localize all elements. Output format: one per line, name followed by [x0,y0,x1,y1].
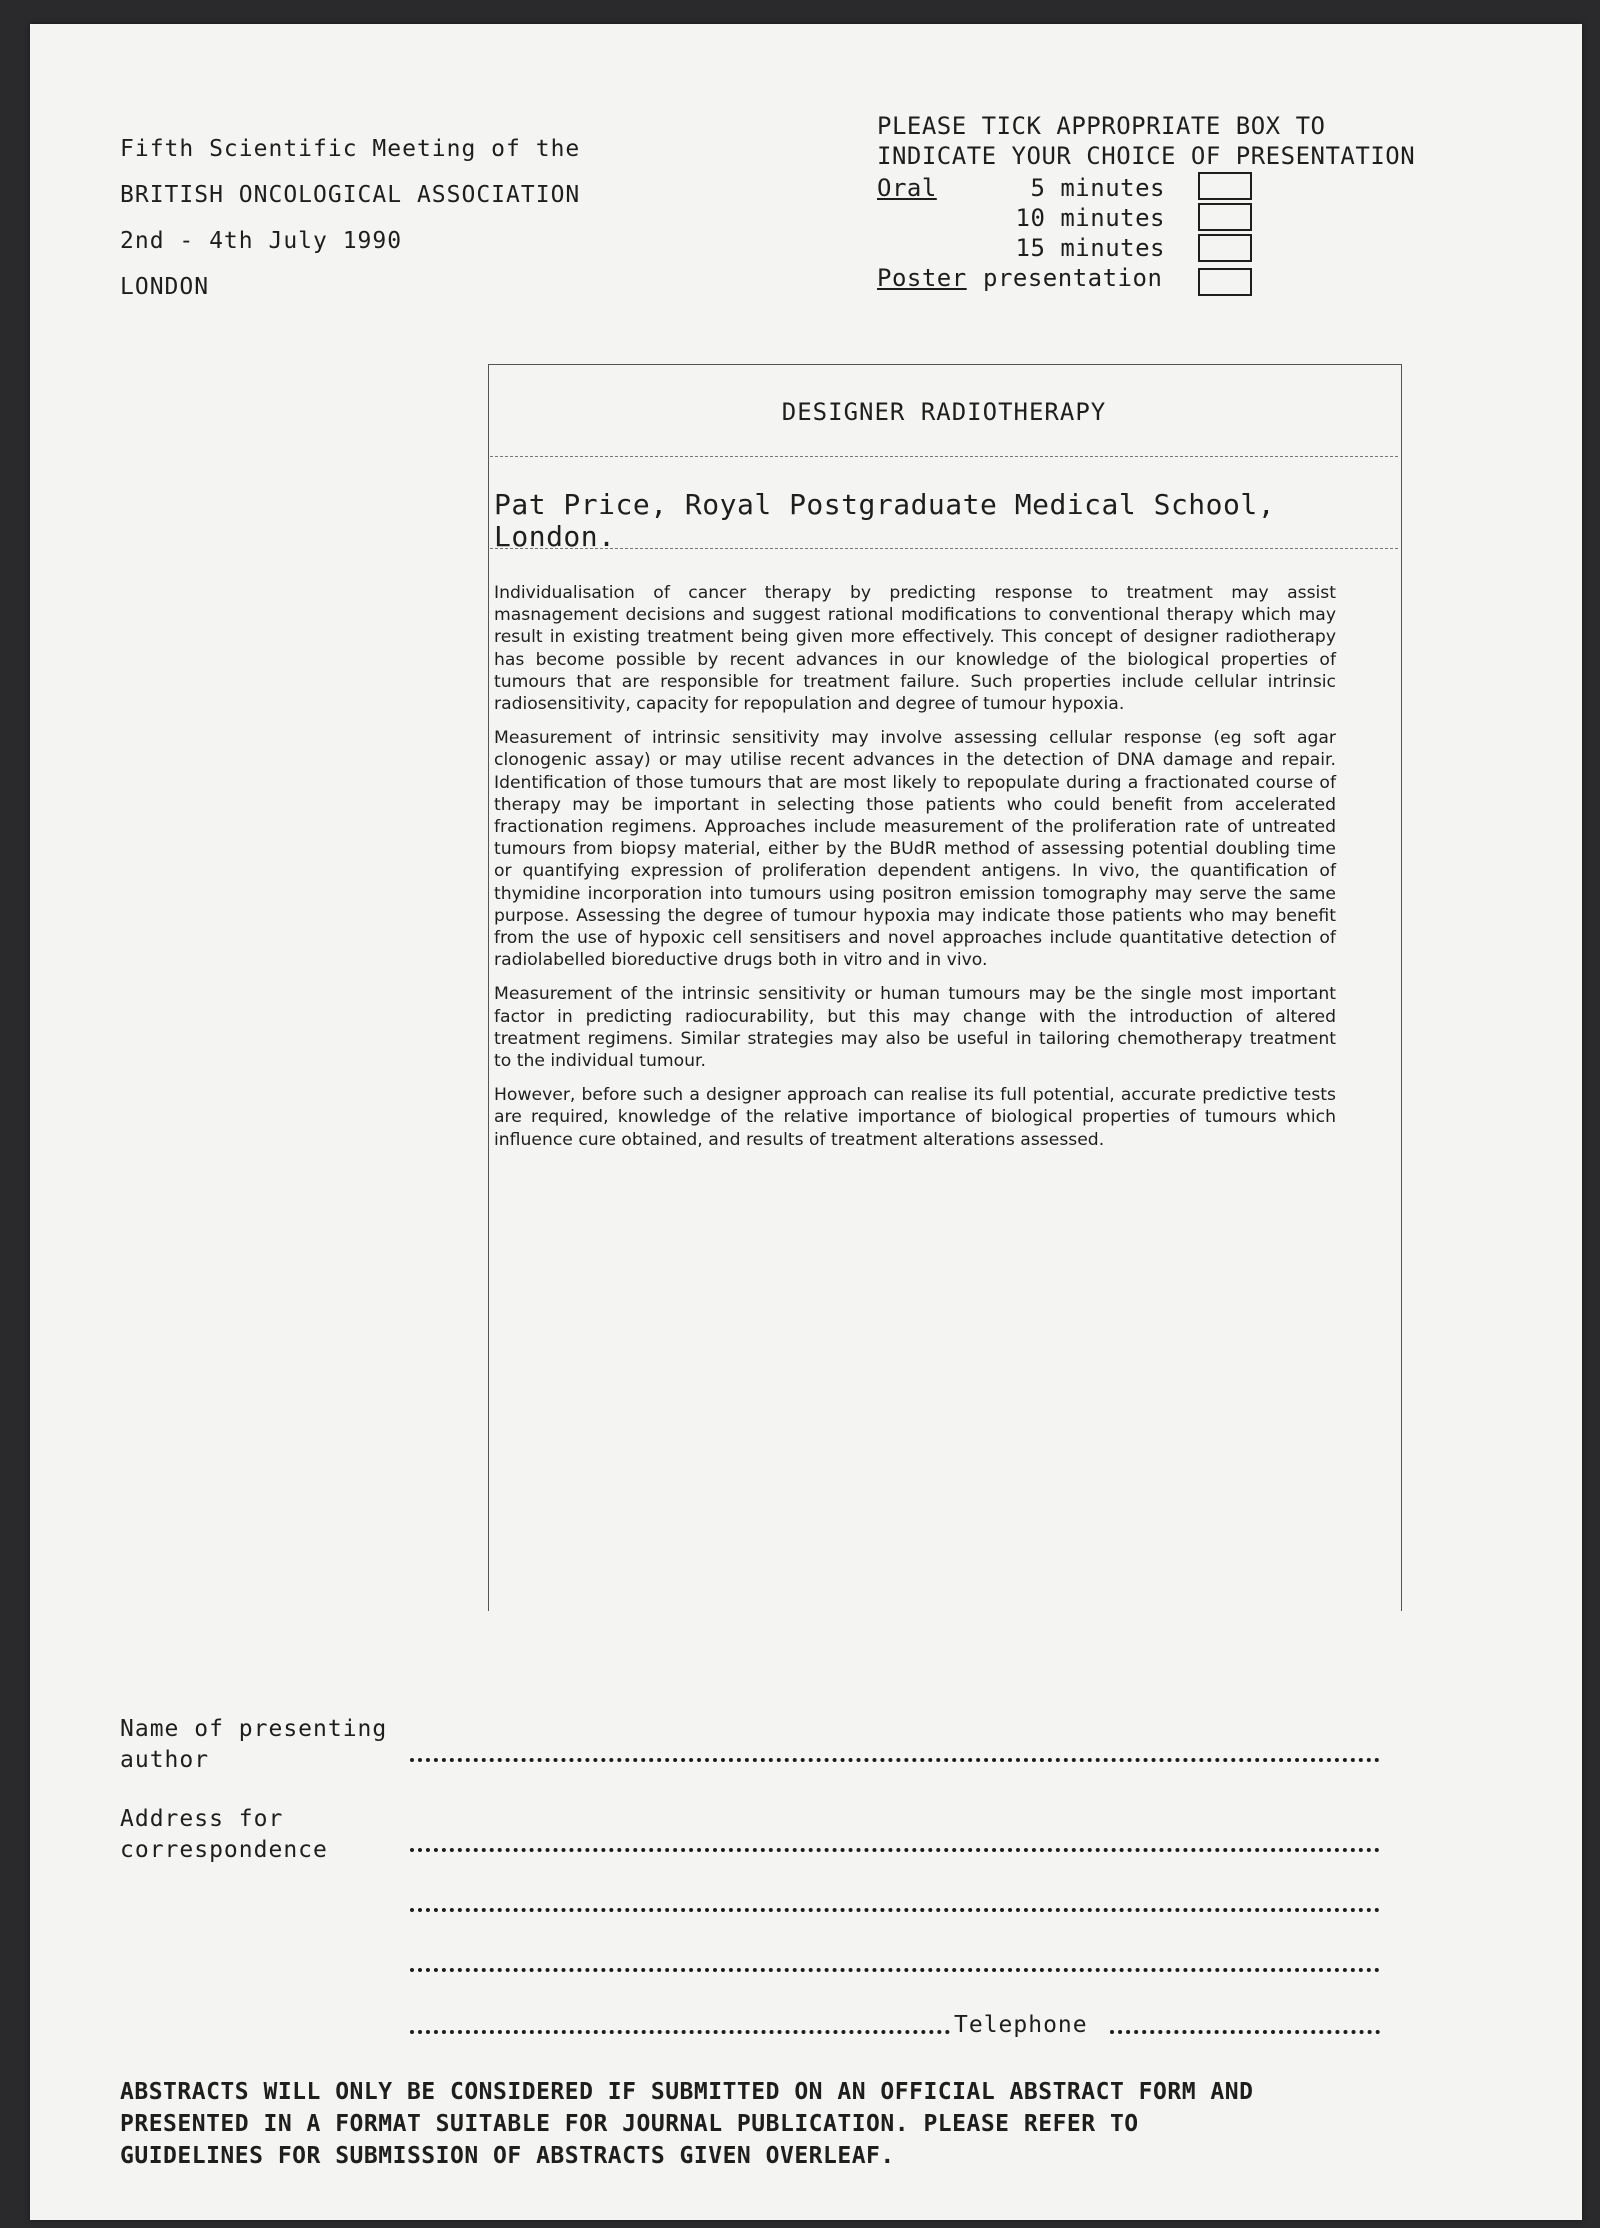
abstract-paragraph: Measurement of the intrinsic sensitivity or human tumours may be the single most important factor in predicting radiocurability, but this may change with the introduction of altered treatment regimens. Similar strategies may also be useful in tailoring chemotherapy treatment to the individual tumour. [494,984,1336,1072]
submission-notice [120,2076,1253,2172]
meeting-dates: 2nd - 4th July 1990 [120,228,403,254]
meeting-location: LONDON [120,274,210,300]
address-label [120,1804,328,1866]
name-label-line1: Name of presenting [120,1716,388,1742]
poster-label: Poster [877,264,967,292]
name-label-line2: author [120,1747,210,1773]
choice-heading-line2: INDICATE YOUR CHOICE OF PRESENTATION [877,142,1416,170]
option-10-minutes: 10 minutes [1015,204,1165,232]
author-divider [490,548,1398,549]
option-15-minutes: 15 minutes [1015,234,1165,262]
address-label-line2: correspondence [120,1837,328,1863]
notice-line3: GUIDELINES FOR SUBMISSION OF ABSTRACTS GIVEN OVERLEAF. [120,2143,895,2169]
abstract-body [494,582,1336,1163]
tick-box-10-minutes[interactable] [1198,203,1252,231]
author-affiliation-line2: London. [494,520,616,553]
choice-heading-line1: PLEASE TICK APPROPRIATE BOX TO [877,112,1326,140]
notice-line1: ABSTRACTS WILL ONLY BE CONSIDERED IF SUBMITTED ON AN OFFICIAL ABSTRACT FORM AND [120,2079,1254,2105]
address-field-line3[interactable] [410,1964,1380,1972]
abstract-form-page [30,24,1582,2220]
abstract-title: DESIGNER RADIOTHERAPY [781,398,1107,426]
address-field-line1[interactable] [410,1844,1380,1852]
title-divider [490,456,1398,457]
telephone-label: Telephone [954,2012,1088,2038]
abstract-paragraph: Individualisation of cancer therapy by predicting response to treatment may assist masnagement decisions and suggest rational modifications to conventional therapy which may result in existing treatment being given more effectively. This concept of designer radiotherapy has become possible by recent advances in our knowledge of the biological properties of tumours that are responsible for treatment failure. Such properties include cellular intrinsic radiosensitivity, capacity for repopulation and degree of tumour hypoxia. [494,583,1336,715]
telephone-field[interactable] [1110,2026,1380,2034]
poster-suffix: presentation [983,264,1163,292]
tick-box-15-minutes[interactable] [1198,234,1252,262]
tick-box-5-minutes[interactable] [1198,172,1252,200]
meeting-name: Fifth Scientific Meeting of the [120,136,581,162]
address-field-line2[interactable] [410,1904,1380,1912]
address-field-line4[interactable] [410,2026,950,2034]
oral-label: Oral [877,174,937,202]
notice-line2: PRESENTED IN A FORMAT SUITABLE FOR JOURNAL PUBLICATION. PLEASE REFER TO [120,2111,1139,2137]
abstract-paragraph: However, before such a designer approach can realise its full potential, accurate predictive tests are required, knowledge of the relative importance of biological properties of tumours which influence cure obtained, and results of treatment alterations assessed. [494,1085,1336,1150]
abstract-paragraph: Measurement of intrinsic sensitivity may involve assessing cellular response (eg soft agar clonogenic assay) or may utilise recent advances in the detection of DNA damage and repair. Identification of those tumours that are most likely to repopulate during a fractionated course of therapy may be important in selecting those patients who could benefit from accelerated fractionation regimens. Approaches include measurement of the proliferation rate of untreated tumours from biopsy material, either by the BUdR method of assessing potential doubling time or quantifying expression of proliferation dependent antigens. In vivo, the quantification of thymidine incorporation into tumours using positron emission tomography may serve the same purpose. Assessing the degree of tumour hypoxia may indicate those patients who may benefit from the use of hypoxic cell sensitisers and novel approaches include quantitative detection of radiolabelled bioreductive drugs both in vitro and in vivo. [494,728,1336,971]
association-name: BRITISH ONCOLOGICAL ASSOCIATION [120,182,581,208]
name-label [120,1714,387,1776]
author-affiliation-line1: Pat Price, Royal Postgraduate Medical School, [494,488,1276,521]
option-5-minutes: 5 minutes [1030,174,1165,202]
tick-box-poster[interactable] [1198,268,1252,296]
address-label-line1: Address for [120,1806,284,1832]
name-field[interactable] [410,1754,1380,1762]
